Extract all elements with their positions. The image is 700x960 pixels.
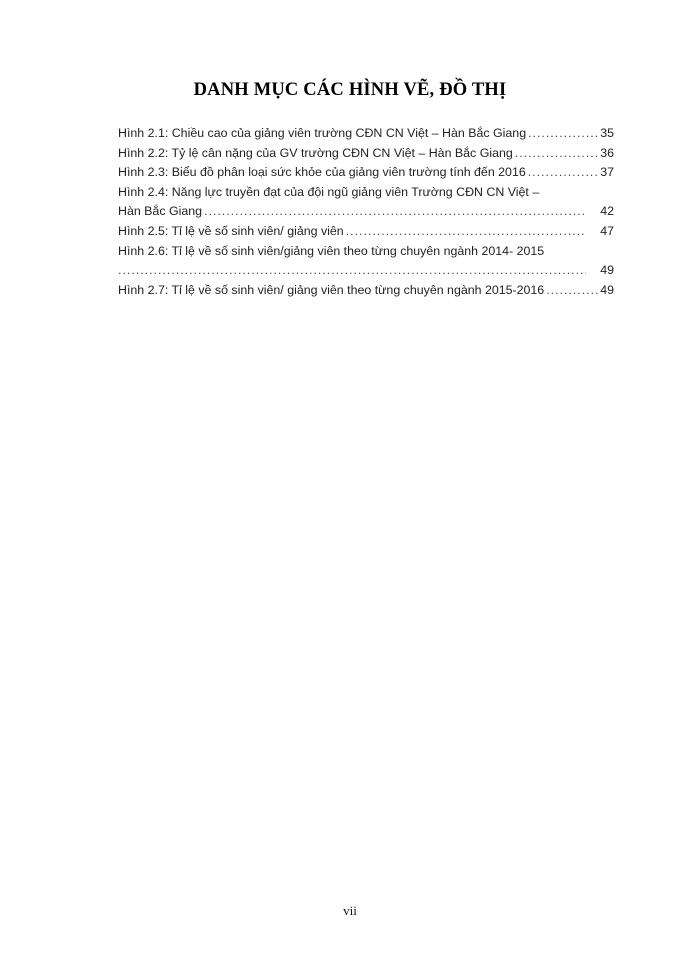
toc-entry-2-6-line1[interactable] <box>118 242 614 262</box>
toc-entry-2-5[interactable] <box>118 222 614 242</box>
toc-entry-label: Hình 2.5: Tỉ lệ về số sinh viên/ giảng viên <box>118 223 344 238</box>
toc-entry-label-continued: Hàn Bắc Giang <box>118 204 203 219</box>
toc-entry-page: 35 <box>600 126 614 140</box>
toc-entry-page: 49 <box>600 282 614 297</box>
dot-leader <box>546 281 598 301</box>
dot-leader <box>528 124 598 144</box>
page-number-footer: vii <box>343 903 357 918</box>
toc-entry-2-4-line1[interactable] <box>118 183 614 203</box>
toc-entry-label: Hình 2.7: Tỉ lệ về số sinh viên/ giảng viên theo từng chuyên ngành 2015-2016 <box>118 282 545 297</box>
toc-entry-2-7[interactable] <box>118 281 614 301</box>
dot-leader <box>528 163 598 183</box>
toc-entry-2-3[interactable] <box>118 163 614 183</box>
toc-entry-2-1[interactable] <box>118 124 614 144</box>
toc-entry-2-2[interactable] <box>118 144 614 164</box>
page-title: DANH MỤC CÁC HÌNH VẼ, ĐỒ THỊ <box>193 80 507 100</box>
toc-entry-label: Hình 2.6: Tỉ lệ về số sinh viên/giảng viên theo từng chuyên ngành 2014- 2015 <box>118 243 545 258</box>
dot-leader <box>515 144 598 164</box>
dot-leader <box>204 202 586 222</box>
toc-entry-page: 47 <box>600 223 614 238</box>
toc-entry-2-6-line2[interactable] <box>118 261 614 281</box>
dot-leader <box>118 261 586 281</box>
toc-entry-page: 36 <box>600 145 614 160</box>
toc-entry-2-4-line2[interactable] <box>118 202 614 222</box>
toc-entry-label: Hình 2.2: Tỷ lệ cân nặng của GV trường CĐN CN Việt – Hàn Bắc Giang <box>118 145 513 160</box>
toc-entry-page: 49 <box>600 263 614 278</box>
toc-entry-label: Hình 2.3: Biểu đồ phân loại sức khỏe của giảng viên trường tính đến 2016 <box>118 165 526 180</box>
toc-entry-page: 42 <box>600 204 614 219</box>
table-of-figures <box>118 124 614 300</box>
dot-leader <box>346 222 587 242</box>
toc-entry-page: 37 <box>600 165 614 180</box>
toc-entry-label: Hình 2.1: Chiều cao của giảng viên trường CĐN CN Việt – Hàn Bắc Giang <box>118 126 527 140</box>
toc-entry-label: Hình 2.4: Năng lực truyền đạt của đội ngũ giảng viên Trường CĐN CN Việt – <box>118 184 540 199</box>
